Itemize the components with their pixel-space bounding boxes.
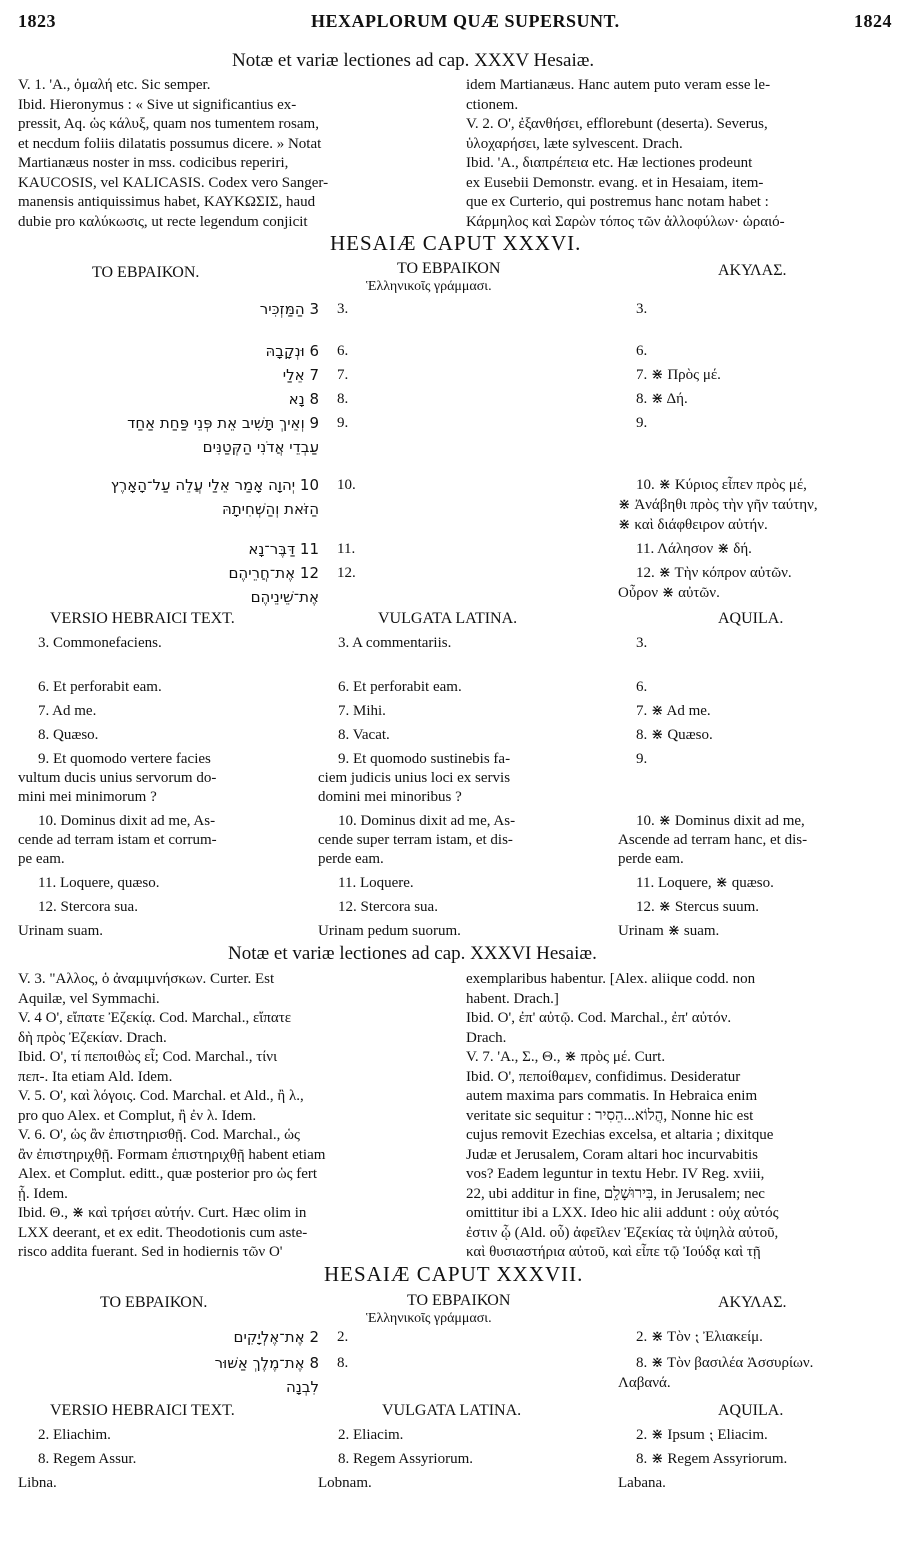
latin-line: 10. Dominus dixit ad me, As- — [338, 813, 516, 829]
note-line: Martianæus noster in mss. codicibus reperiri, — [18, 155, 289, 171]
c37-head-greek-sub: Ἑλληνικοῖς γράμμασι. — [366, 1311, 492, 1326]
latin-line: 8. ⋇ Regem Assyriorum. — [636, 1451, 788, 1467]
greek-letters-verse: 2. — [337, 1329, 349, 1345]
greek-letters-verse: 8. — [337, 391, 349, 407]
note-line: V. 4 Ο', εἴπατε Ἐζεκίᾳ. Cod. Marchal., εἴπατε — [18, 1010, 292, 1026]
note-line: πεπ-. Ita etiam Ald. Idem. — [18, 1068, 173, 1085]
page-number-right: 1824 — [854, 11, 892, 31]
latin-line: 7. Ad me. — [38, 703, 97, 719]
latin-line: 2. Eliacim. — [338, 1427, 404, 1443]
latin-line: Ascende ad terram hanc, et dis- — [618, 832, 808, 848]
aquila-verse-cont: Οὖρον ⋇ αὐτῶν. — [618, 585, 720, 601]
note-line: autem maxima pars commatis. In Hebraica enim — [466, 1088, 758, 1104]
aquila-verse: 2. ⋇ Τὸν ⁏ Ἐλιακείμ. — [636, 1329, 763, 1345]
note-line: Alex. et Complut. editt., quæ posterior pro ὡς fert — [18, 1166, 318, 1182]
note-line: vos? Eadem leguntur in textu Hebr. IV Reg. xviii, — [466, 1166, 765, 1182]
c36-head-hebrew: ΤΟ ΕΒΡΑΙΚΟΝ. — [92, 264, 200, 281]
hebrew-verse-cont: הַזֹּאת וְהַשְׁחִיתָהּ — [222, 500, 319, 518]
latin-line: 8. Quæso. — [38, 727, 99, 743]
hebrew-verse: 12 אֶת־חֲרֵיהֶם — [228, 564, 319, 582]
hebrew-verse: 10 יְהוָה אָמַר אֵלַי עֲלֵה עַל־הָאָרֶץ — [110, 476, 319, 494]
note-line: Ibid. Ο', πεποίθαμεν, confidimus. Desideratur — [466, 1068, 741, 1085]
note-line: V. 7. 'Α., Σ., Θ., ⋇ πρὸς μέ. Curt. — [466, 1049, 666, 1065]
latin-line: Lobnam. — [318, 1475, 372, 1491]
c36-latin-head-2: VULGATA LATINA. — [378, 610, 518, 627]
hebrew-verse-cont: לִבְנָה — [285, 1378, 319, 1396]
latin-line: 9. Et quomodo sustinebis fa- — [338, 751, 511, 767]
latin-line: Labana. — [618, 1475, 666, 1491]
aquila-verse: 8. ⋇ Τὸν βασιλέα Ἀσσυρίων. — [636, 1355, 814, 1371]
latin-line: vultum ducis unius servorum do- — [18, 770, 217, 786]
notes-35-title: Notæ et variæ lectiones ad cap. XXXV Hesaiæ. — [232, 50, 595, 71]
hebrew-verse: 2 אֶת־אֶלְיָקִים — [233, 1328, 319, 1346]
hebrew-verse-cont: עַבְדֵי אֲדֹנִי הַקְּטַנִּים — [202, 438, 319, 456]
latin-line: 9. — [636, 751, 648, 767]
aquila-verse: 12. ⋇ Τὴν κόπρον αὐτῶν. — [636, 565, 792, 581]
latin-line: 2. ⋇ Ipsum ⁏ Eliacim. — [636, 1427, 768, 1443]
note-line: pressit, Aq. ὡς κάλυξ, quam nos tumentem rosam, — [18, 116, 319, 132]
c36-latin-head-3: AQUILA. — [718, 610, 784, 627]
aquila-verse: 7. ⋇ Πρὸς μέ. — [636, 367, 721, 383]
latin-line: 12. ⋇ Stercus suum. — [636, 899, 759, 915]
latin-line: 3. — [636, 635, 648, 651]
greek-letters-verse: 9. — [337, 415, 349, 431]
latin-line: 7. ⋇ Ad me. — [636, 703, 711, 719]
latin-line: ciem judicis unius loci ex servis — [318, 770, 511, 786]
latin-line: cende ad terram istam et corrum- — [18, 832, 217, 848]
latin-line: 9. Et quomodo vertere facies — [38, 751, 211, 767]
note-line: Ibid. Ο', ἐπ' αὐτῷ. Cod. Marchal., ἐπ' αὐτόν. — [466, 1010, 732, 1026]
hebrew-verse: 7 אֵלַי — [282, 366, 319, 384]
note-line: ex Eusebii Demonstr. evang. et in Hesaiam, item- — [466, 174, 764, 191]
note-line: ctionem. — [466, 96, 519, 113]
note-line: V. 3. "Αλλος, ὁ ἀναμιμνήσκων. Curter. Est — [18, 971, 275, 987]
latin-line: 10. ⋇ Dominus dixit ad me, — [636, 813, 805, 829]
latin-line: 11. Loquere. — [338, 875, 414, 891]
note-line: Ibid. 'Α., διαπρέπεια etc. Hæ lectiones prodeunt — [466, 155, 753, 171]
note-line: καὶ θυσιαστήρια αὐτοῦ, καὶ εἶπε τῷ Ἰούδᾳ καὶ τῇ — [466, 1244, 761, 1260]
latin-line: 11. Loquere, ⋇ quæso. — [636, 875, 774, 891]
page-number-left: 1823 — [18, 11, 56, 31]
c36-latin-head-1: VERSIO HEBRAICI TEXT. — [50, 610, 235, 627]
note-line: ᾗ. Idem. — [18, 1185, 68, 1202]
latin-line: cende super terram istam, et dis- — [318, 832, 513, 848]
greek-letters-verse: 7. — [337, 367, 349, 383]
greek-letters-verse: 8. — [337, 1355, 349, 1371]
latin-line: domini mei minoribus ? — [318, 789, 462, 805]
latin-line: 8. Vacat. — [338, 727, 390, 743]
hebrew-verse: 8 נָא — [288, 390, 319, 408]
hebrew-verse: 8 אֶת־מֶלֶךְ אַשּׁוּר — [214, 1354, 319, 1372]
note-line: LXX deerant, et ex edit. Theodotionis cum aste- — [18, 1224, 308, 1241]
latin-line: 6. Et perforabit eam. — [338, 679, 462, 695]
latin-line: 6. Et perforabit eam. — [38, 679, 162, 695]
note-line: Ibid. Θ., ⋇ καὶ τρήσει αὐτήν. Curt. Hæc olim in — [18, 1205, 307, 1221]
note-line: Aquilæ, vel Symmachi. — [18, 990, 160, 1007]
note-line: V. 6. Ο', ὡς ἂν ἐπιστηρισθῇ. Cod. Marchal., ὡς — [18, 1127, 300, 1143]
greek-letters-verse: 3. — [337, 301, 349, 317]
caput-36-title: HESAIÆ CAPUT XXXVI. — [330, 231, 582, 255]
note-line: Ibid. Ο', τί πεποιθὼς εἶ; Cod. Marchal., τίνι — [18, 1049, 278, 1065]
note-line: omittitur ibi a LXX. Ideo hic alii addunt : οὐχ αὐτός — [466, 1205, 779, 1221]
note-line: dubie pro καλύκωσις, ut recte legendum conjicit — [18, 213, 308, 230]
hebrew-verse: 9 וְאֵיךְ תָּשִׁיב אֵת פְּנֵי פַּחַת אַחַד — [127, 414, 319, 432]
note-line: risco addita fuerant. Sed in hodiernis τῶν Ο' — [18, 1244, 283, 1260]
c37-latin-head-1: VERSIO HEBRAICI TEXT. — [50, 1402, 235, 1419]
latin-line: pe eam. — [18, 851, 65, 867]
note-line: habent. Drach.] — [466, 990, 559, 1007]
c36-head-aquila: ΑΚΥΛΑΣ. — [718, 262, 787, 279]
caput-37-title: HESAIÆ CAPUT XXXVII. — [324, 1262, 584, 1286]
c36-head-greek-sub: Ἑλληνικοῖς γράμμασι. — [366, 279, 492, 294]
note-line: KAUCOSIS, vel KALICASIS. Codex vero Sanger- — [18, 174, 329, 191]
hebrew-verse: 11 דַּבֶּר־נָא — [248, 540, 319, 558]
latin-line: 8. Regem Assyriorum. — [338, 1451, 473, 1467]
latin-line: 12. Stercora sua. — [38, 899, 138, 915]
note-line: exemplaribus habentur. [Alex. aliique codd. non — [466, 971, 756, 987]
note-line: que ex Curterio, qui postremus hanc notam habet : — [466, 194, 769, 210]
aquila-verse-cont: Λαβανά. — [618, 1375, 671, 1391]
latin-line: perde eam. — [318, 851, 384, 867]
c37-head-greek-letters: ΤΟ ΕΒΡΑΙΚΟΝ — [407, 1292, 511, 1309]
note-line: δὴ πρὸς Ἐζεκίαν. Drach. — [18, 1029, 167, 1046]
note-line: Drach. — [466, 1029, 507, 1046]
latin-line: 3. A commentariis. — [338, 635, 452, 651]
running-title: HEXAPLORUM QUÆ SUPERSUNT. — [311, 11, 620, 31]
c37-latin-head-3: AQUILA. — [718, 1402, 784, 1419]
latin-line: Urinam ⋇ suam. — [618, 923, 720, 939]
latin-line: 10. Dominus dixit ad me, As- — [38, 813, 216, 829]
hebrew-verse: 3 הַמַּזְכִּיר — [259, 300, 319, 318]
aquila-verse: 6. — [636, 343, 648, 359]
greek-letters-verse: 6. — [337, 343, 349, 359]
aquila-verse-cont: ⋇ καὶ διάφθειρον αὐτήν. — [618, 517, 768, 533]
hebrew-verse: 6 וּנְקָבָהּ — [265, 342, 319, 360]
aquila-verse: 3. — [636, 301, 648, 317]
greek-letters-verse: 11. — [337, 541, 356, 557]
note-line: Judæ et Jerusalem, Coram altari hoc incurvabitis — [466, 1146, 759, 1163]
note-line: Ibid. Hieronymus : « Sive ut significantius ex- — [18, 96, 297, 113]
latin-line: Urinam pedum suorum. — [318, 923, 461, 939]
hebrew-verse-cont: אֶת־שֵׁינֵיהֶם — [250, 588, 319, 606]
c37-head-hebrew: ΤΟ ΕΒΡΑΙΚΟΝ. — [100, 1294, 208, 1311]
latin-line: 11. Loquere, quæso. — [38, 875, 160, 891]
note-line: idem Martianæus. Hanc autem puto veram esse le- — [466, 77, 771, 93]
aquila-verse: 8. ⋇ Δή. — [636, 391, 688, 407]
note-line: V. 1. 'Α., ὁμαλή etc. Sic semper. — [18, 77, 211, 93]
note-line: ἐστιν ᾧ (Ald. οὗ) ἀφεῖλεν Ἐζεκίας τὰ ὑψηλὰ αὐτοῦ, — [466, 1224, 779, 1241]
note-line: manensis antiquissimus habet, ΚΑΥΚΩΣΙΣ, haud — [18, 194, 316, 210]
c37-head-aquila: ΑΚΥΛΑΣ. — [718, 1294, 787, 1311]
latin-line: Urinam suam. — [18, 923, 103, 939]
latin-line: Libna. — [18, 1475, 57, 1491]
note-line: ἂν ἐπιστηριχθῇ. Formam ἐπιστηριχθῇ habent etiam — [18, 1146, 326, 1163]
c36-head-greek-letters: ΤΟ ΕΒΡΑΙΚΟΝ — [397, 260, 501, 277]
latin-line: 3. Commonefaciens. — [38, 635, 162, 651]
latin-line: mini mei minimorum ? — [18, 789, 157, 805]
note-line: 22, ubi additur in fine, בִּירוּשָׁלִָם, in Jerusalem; nec — [466, 1185, 765, 1202]
latin-line: 8. ⋇ Quæso. — [636, 727, 713, 743]
aquila-verse: 10. ⋇ Κύριος εἶπεν πρὸς μέ, — [636, 477, 807, 493]
note-line: pro quo Alex. et Complut, ἢ ἐν λ. Idem. — [18, 1107, 257, 1124]
note-line: V. 5. Ο', καὶ λόγοις. Cod. Marchal. et Ald., ἢ λ., — [18, 1088, 304, 1104]
note-line: veritate sic sequitur : הֲלוֹא...הֵסִיר, Nonne hic est — [466, 1107, 754, 1124]
greek-letters-verse: 12. — [337, 565, 356, 581]
aquila-verse: 11. Λάλησον ⋇ δή. — [636, 541, 752, 557]
note-line: et necdum foliis dilatatis possumus dicere. » Notat — [18, 135, 322, 152]
latin-line: 12. Stercora sua. — [338, 899, 438, 915]
note-line: V. 2. Ο', ἐξανθήσει, efflorebunt (deserta). Severus, — [466, 116, 768, 132]
notes-36-title: Notæ et variæ lectiones ad cap. XXXVI Hesaiæ. — [228, 943, 597, 964]
c37-latin-head-2: VULGATA LATINA. — [382, 1402, 522, 1419]
latin-line: 8. Regem Assur. — [38, 1451, 137, 1467]
greek-letters-verse: 10. — [337, 477, 356, 493]
note-line: ὑλοχαρήσει, læte sylvescent. Drach. — [466, 135, 683, 152]
latin-line: 6. — [636, 679, 648, 695]
latin-line: perde eam. — [618, 851, 684, 867]
latin-line: 7. Mihi. — [338, 703, 386, 719]
aquila-verse-cont: ⋇ Ἀνάβηθι πρὸς τὴν γῆν ταύτην, — [618, 497, 818, 513]
note-line: cujus removit Ezechias excelsa, et altaria ; dixitque — [466, 1127, 774, 1143]
aquila-verse: 9. — [636, 415, 648, 431]
latin-line: 2. Eliachim. — [38, 1427, 111, 1443]
note-line: Κάρμηλος καὶ Σαρὼν τόπος τῶν ἀλλοφύλων· ὡραιό- — [466, 213, 785, 230]
